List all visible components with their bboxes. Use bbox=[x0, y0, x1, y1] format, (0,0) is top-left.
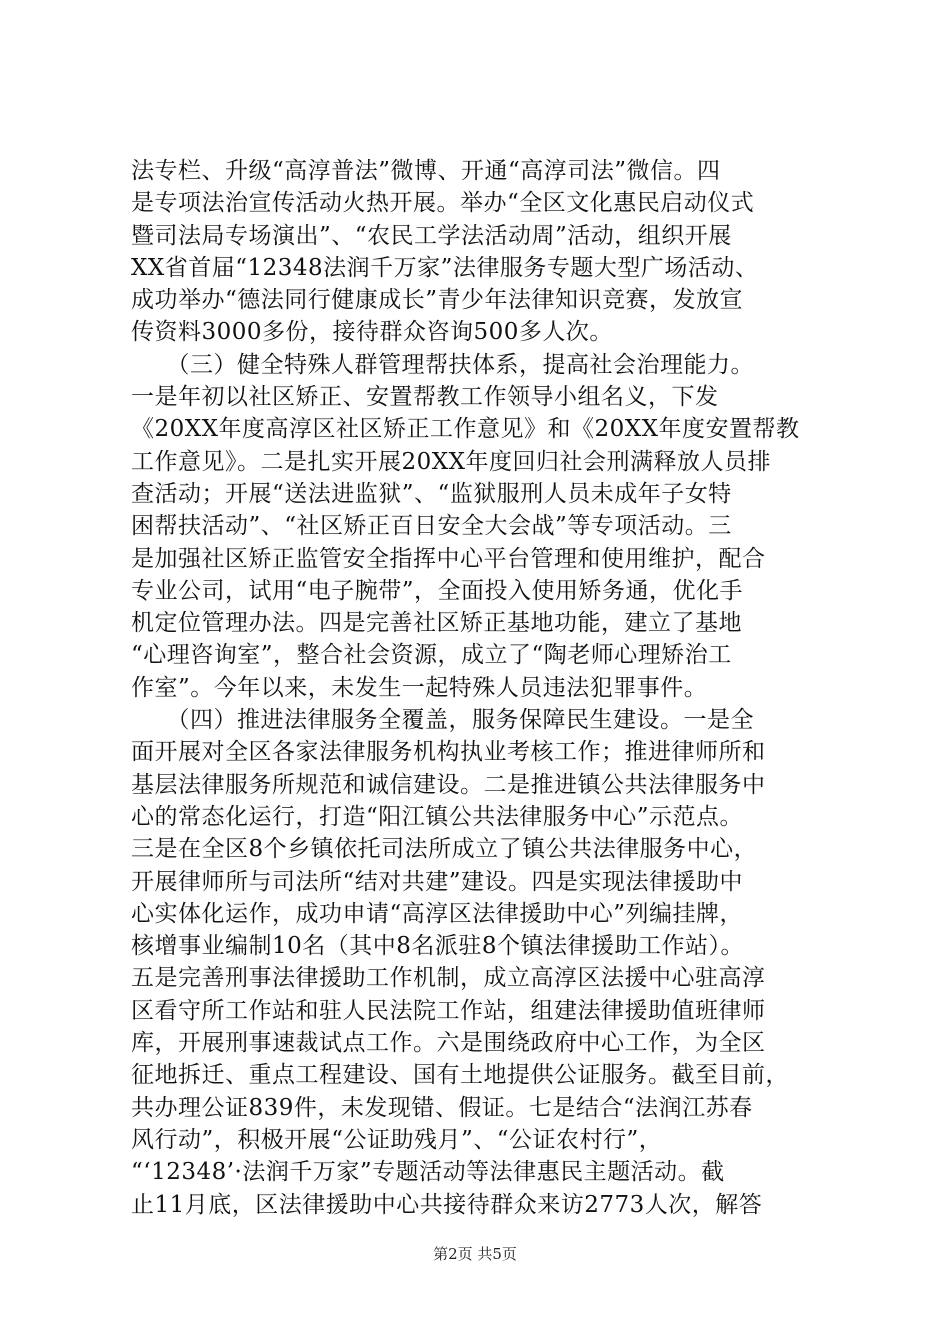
text-line: 工作意见》。二是扎实开展20XX年度回归社会刑满释放人员排 bbox=[131, 448, 772, 475]
text-line: 查活动；开展“送法进监狱”、“监狱服刑人员未成年子女特 bbox=[131, 480, 732, 507]
text-line: 是专项法治宣传活动火热开展。举办“全区文化惠民启动仪式 bbox=[131, 190, 755, 217]
text-line: （三）健全特殊人群管理帮扶体系，提高社会治理能力。 bbox=[131, 351, 754, 378]
text-line: 止11月底，区法律援助中心共接待群众来访2773人次，解答 bbox=[131, 1191, 763, 1218]
text-line: 征地拆迁、重点工程建设、国有土地提供公证服务。截至目前， bbox=[131, 1062, 789, 1089]
text-line: 五是完善刑事法律援助工作机制，成立高淳区法援中心驻高淳 bbox=[131, 965, 766, 992]
text-line: 困帮扶活动”、“社区矫正百日安全大会战”等专项活动。三 bbox=[131, 513, 732, 540]
text-line: 传资料3000多份，接待群众咨询500多人次。 bbox=[131, 319, 613, 346]
text-line: 心的常态化运行，打造“阳江镇公共法律服务中心”示范点。 bbox=[131, 803, 744, 830]
text-line: 成功举办“德法同行健康成长”青少年法律知识竞赛，发放宣 bbox=[131, 287, 744, 314]
text-line: （四）推进法律服务全覆盖，服务保障民生建设。一是全 bbox=[131, 707, 754, 734]
document-body bbox=[131, 155, 831, 1221]
text-line: 核增事业编制10名（其中8名派驻8个镇法律援助工作站）。 bbox=[131, 933, 745, 960]
text-line: 专业公司，试用“电子腕带”，全面投入使用矫务通，优化手 bbox=[131, 577, 744, 604]
page-number-footer: 第2页 共5页 bbox=[433, 1245, 517, 1263]
text-line: 《20XX年度高淳区社区矫正工作意见》和《20XX年度安置帮教 bbox=[131, 416, 800, 443]
text-line: “‘12348’·法润千万家”专题活动等法律惠民主题活动。截 bbox=[131, 1159, 725, 1186]
text-line: 风行动”，积极开展“公证助残月”、“公证农村行”， bbox=[131, 1126, 663, 1153]
text-line: 三是在全区8个乡镇依托司法所成立了镇公共法律服务中心， bbox=[131, 836, 758, 863]
text-line: XX省首届“12348法润千万家”法律服务专题大型广场活动、 bbox=[131, 254, 759, 281]
text-line: 作室”。今年以来，未发生一起特殊人员违法犯罪事件。 bbox=[131, 674, 708, 701]
text-line: 是加强社区矫正监管安全指挥中心平台管理和使用维护，配合 bbox=[131, 545, 766, 572]
text-line: 法专栏、升级“高淳普法”微博、开通“高淳司法”微信。四 bbox=[131, 158, 721, 184]
text-line: 区看守所工作站和驻人民法院工作站，组建法律援助值班律师 bbox=[131, 997, 766, 1024]
text-line: 一是年初以社区矫正、安置帮教工作领导小组名义，下发 bbox=[131, 384, 719, 411]
text-line: “心理咨询室”，整合社会资源，成立了“陶老师心理矫治工 bbox=[131, 642, 732, 669]
text-line: 心实体化运作，成功申请“高淳区法律援助中心”列编挂牌， bbox=[131, 900, 744, 927]
text-line: 库，开展刑事速裁试点工作。六是围绕政府中心工作，为全区 bbox=[131, 1030, 766, 1057]
text-line: 面开展对全区各家法律服务机构执业考核工作；推进律师所和 bbox=[131, 739, 766, 766]
text-line: 基层法律服务所规范和诚信建设。二是推进镇公共法律服务中 bbox=[131, 771, 766, 798]
text-line: 开展律师所与司法所“结对共建”建设。四是实现法律援助中 bbox=[131, 868, 744, 895]
text-line: 共办理公证839件，未发现错、假证。七是结合“法润江苏春 bbox=[131, 1094, 753, 1121]
text-line: 暨司法局专场演出”、“农民工学法活动周”活动，组织开展 bbox=[131, 222, 732, 249]
text-line: 机定位管理办法。四是完善社区矫正基地功能，建立了基地 bbox=[131, 610, 742, 637]
